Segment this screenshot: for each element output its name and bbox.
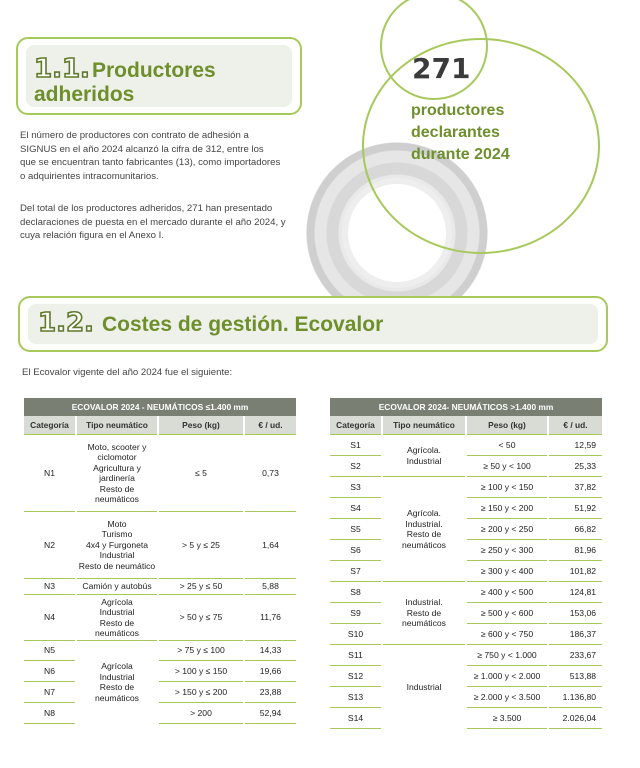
cell-price: 5,88 bbox=[244, 579, 296, 595]
cell-category: N8 bbox=[24, 703, 76, 724]
paragraph-productores: El número de productores con contrato de adhesión a SIGNUS en el año 2024 alcanzó la cifra de 312, entre los que se encuentran tanto fabricantes (13), como importadores o adquirientes intracomunitarios. bbox=[20, 130, 281, 182]
cell-category: S5 bbox=[330, 519, 382, 540]
cell-weight: > 100 y ≤ 150 bbox=[158, 661, 244, 682]
table-row bbox=[330, 519, 602, 540]
cell-category: S12 bbox=[330, 666, 382, 687]
table-row bbox=[330, 477, 602, 498]
cell-category: S4 bbox=[330, 498, 382, 519]
table1-header-tipo: Tipo neumático bbox=[76, 416, 158, 435]
cell-category: N7 bbox=[24, 682, 76, 703]
cell-category: N2 bbox=[24, 512, 76, 579]
cell-weight: ≥ 500 y < 600 bbox=[466, 603, 548, 624]
cell-category: S3 bbox=[330, 477, 382, 498]
section-2-header bbox=[18, 296, 608, 352]
cell-category: S10 bbox=[330, 624, 382, 645]
cell-price: 12,59 bbox=[548, 435, 602, 456]
table-row bbox=[330, 456, 602, 477]
cell-weight: > 75 y ≤ 100 bbox=[158, 641, 244, 661]
ecovalor-table-small bbox=[24, 398, 296, 724]
cell-price: 25,33 bbox=[548, 456, 602, 477]
cell-price: 23,88 bbox=[244, 682, 296, 703]
cell-type-group: Agrícola. Industrial. Resto de neumáticos bbox=[382, 477, 466, 582]
cell-category: N5 bbox=[24, 641, 76, 661]
table1-header-peso: Peso (kg) bbox=[158, 416, 244, 435]
table-row bbox=[24, 435, 296, 512]
cell-price: 153,06 bbox=[548, 603, 602, 624]
cell-weight: > 5 y ≤ 25 bbox=[158, 512, 244, 579]
table2-caption: ECOVALOR 2024- NEUMÁTICOS >1.400 mm bbox=[330, 398, 602, 416]
table-row bbox=[24, 641, 296, 661]
cell-weight: ≥ 1.000 y < 2.000 bbox=[466, 666, 548, 687]
table-row bbox=[330, 624, 602, 645]
cell-category: S7 bbox=[330, 561, 382, 582]
cell-category: S1 bbox=[330, 435, 382, 456]
table-row bbox=[330, 561, 602, 582]
table-row bbox=[330, 645, 602, 666]
cell-price: 19,66 bbox=[244, 661, 296, 682]
table-row bbox=[330, 666, 602, 687]
cell-type-group: Industrial bbox=[382, 645, 466, 729]
cell-weight: ≥ 750 y < 1.000 bbox=[466, 645, 548, 666]
cell-type-group: Agrícola. Industrial bbox=[382, 435, 466, 477]
cell-price: 233,67 bbox=[548, 645, 602, 666]
cell-price: 51,92 bbox=[548, 498, 602, 519]
cell-price: 52,94 bbox=[244, 703, 296, 724]
cell-weight: > 200 bbox=[158, 703, 244, 724]
cell-weight: ≤ 5 bbox=[158, 435, 244, 512]
cell-price: 1,64 bbox=[244, 512, 296, 579]
table1-header-categoria: Categoría bbox=[24, 416, 76, 435]
cell-category: S11 bbox=[330, 645, 382, 666]
table-row bbox=[330, 582, 602, 603]
cell-weight: ≥ 100 y < 150 bbox=[466, 477, 548, 498]
cell-category: N6 bbox=[24, 661, 76, 682]
cell-weight: > 25 y ≤ 50 bbox=[158, 579, 244, 595]
cell-category: S2 bbox=[330, 456, 382, 477]
table-row bbox=[24, 661, 296, 682]
cell-price: 1.136,80 bbox=[548, 687, 602, 708]
section-1-number: 1.1. bbox=[34, 54, 90, 84]
cell-weight: ≥ 400 y < 500 bbox=[466, 582, 548, 603]
table2-header-categoria: Categoría bbox=[330, 416, 382, 435]
table-row bbox=[24, 682, 296, 703]
table2-header-eur: € / ud. bbox=[548, 416, 602, 435]
cell-weight: < 50 bbox=[466, 435, 548, 456]
table-row bbox=[330, 498, 602, 519]
table-row bbox=[24, 579, 296, 595]
section-1-title-line1: Productores bbox=[92, 59, 216, 82]
table-row bbox=[24, 595, 296, 641]
cell-category: S8 bbox=[330, 582, 382, 603]
stat-value: 271 bbox=[412, 52, 471, 85]
cell-weight: > 50 y ≤ 75 bbox=[158, 595, 244, 641]
table-row bbox=[24, 512, 296, 579]
cell-price: 11,76 bbox=[244, 595, 296, 641]
table1-header-eur: € / ud. bbox=[244, 416, 296, 435]
table-row bbox=[330, 540, 602, 561]
cell-price: 186,37 bbox=[548, 624, 602, 645]
cell-price: 513,88 bbox=[548, 666, 602, 687]
cell-category: N4 bbox=[24, 595, 76, 641]
ecovalor-table-large bbox=[330, 398, 602, 729]
stat-label-line2: declarantes bbox=[411, 124, 500, 141]
cell-category: N1 bbox=[24, 435, 76, 512]
cell-weight: ≥ 250 y < 300 bbox=[466, 540, 548, 561]
cell-weight: ≥ 2.000 y < 3.500 bbox=[466, 687, 548, 708]
cell-weight: ≥ 3.500 bbox=[466, 708, 548, 729]
table-row bbox=[330, 708, 602, 729]
cell-price: 101,82 bbox=[548, 561, 602, 582]
cell-type: Agrícola Industrial Resto de neumáticos bbox=[76, 595, 158, 641]
cell-type: Moto, scooter y ciclomotor Agricultura y jardinería Resto de neumáticos bbox=[76, 435, 158, 512]
cell-type: Camión y autobús bbox=[76, 579, 158, 595]
cell-category: N3 bbox=[24, 579, 76, 595]
cell-type-group: Agrícola Industrial Resto de neumáticos bbox=[76, 641, 158, 724]
cell-price: 2.026,04 bbox=[548, 708, 602, 729]
table-row bbox=[330, 435, 602, 456]
ecovalor-intro: El Ecovalor vigente del año 2024 fue el siguiente: bbox=[22, 367, 233, 378]
cell-category: S9 bbox=[330, 603, 382, 624]
cell-type: Moto Turismo 4x4 y Furgoneta Industrial Resto de neumático bbox=[76, 512, 158, 579]
cell-price: 66,82 bbox=[548, 519, 602, 540]
cell-price: 124,81 bbox=[548, 582, 602, 603]
table2-header-tipo: Tipo neumático bbox=[382, 416, 466, 435]
stat-label-line3: durante 2024 bbox=[411, 146, 510, 163]
table2-header-peso: Peso (kg) bbox=[466, 416, 548, 435]
cell-weight: ≥ 200 y < 250 bbox=[466, 519, 548, 540]
stat-label-line1: productores bbox=[411, 102, 505, 119]
cell-category: S13 bbox=[330, 687, 382, 708]
section-2-title: Costes de gestión. Ecovalor bbox=[102, 313, 384, 336]
cell-weight: ≥ 300 y < 400 bbox=[466, 561, 548, 582]
cell-weight: ≥ 600 y < 750 bbox=[466, 624, 548, 645]
table1-caption: ECOVALOR 2024 - NEUMÁTICOS ≤1.400 mm bbox=[24, 398, 296, 416]
table-row bbox=[330, 603, 602, 624]
paragraph-declarantes: Del total de los productores adheridos, 271 han presentado declaraciones de puesta en el mercado durante el año 2024, y cuya relación figura en el Anexo I. bbox=[20, 203, 286, 241]
cell-category: S6 bbox=[330, 540, 382, 561]
cell-price: 0,73 bbox=[244, 435, 296, 512]
table-row bbox=[330, 687, 602, 708]
cell-weight: > 150 y ≤ 200 bbox=[158, 682, 244, 703]
cell-price: 81,96 bbox=[548, 540, 602, 561]
cell-type-group: Industrial. Resto de neumáticos bbox=[382, 582, 466, 645]
cell-weight: ≥ 50 y < 100 bbox=[466, 456, 548, 477]
table-row bbox=[24, 703, 296, 724]
section-2-number: 1.2. bbox=[38, 308, 94, 338]
section-1-header bbox=[16, 37, 302, 115]
cell-category: S14 bbox=[330, 708, 382, 729]
section-1-title-line2: adheridos bbox=[34, 83, 135, 106]
cell-weight: ≥ 150 y < 200 bbox=[466, 498, 548, 519]
cell-price: 14,33 bbox=[244, 641, 296, 661]
cell-price: 37,82 bbox=[548, 477, 602, 498]
